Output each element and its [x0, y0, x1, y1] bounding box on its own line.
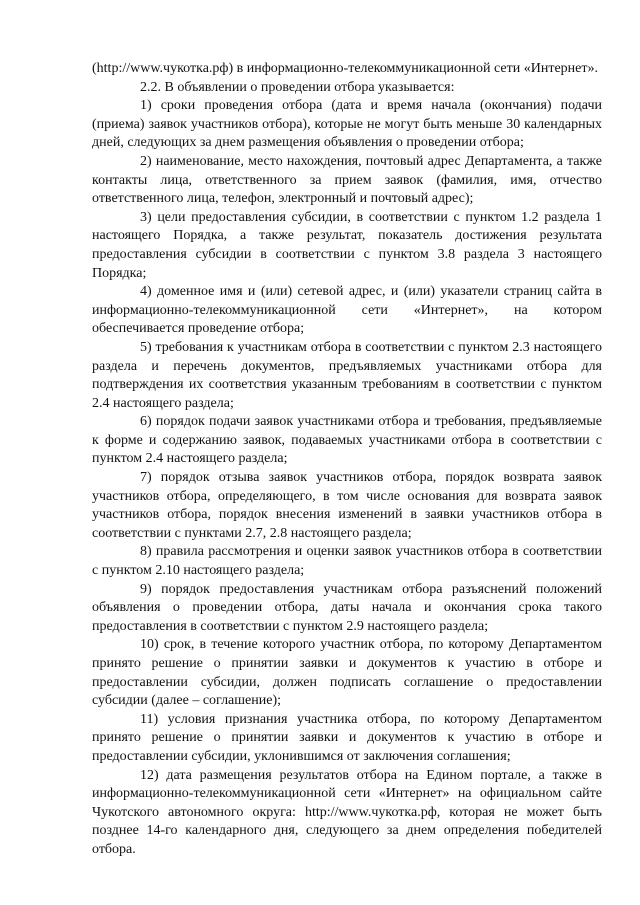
list-item-6: 6) порядок подачи заявок участниками отбора и требования, предъявляемые к форме и содержанию заявок, подаваемых участниками отбора в соответствии с пунктом 2.4 настоящего раздела;	[92, 414, 602, 467]
paragraph-section-2-2: 2.2. В объявлении о проведении отбора указывается:	[140, 79, 455, 95]
list-item-4: 4) доменное имя и (или) сетевой адрес, и (или) указатели страниц сайта в информационно-телекоммуникационной сети «Интернет», на котором обеспечивается проведение отбора;	[92, 284, 602, 337]
paragraph-url-continuation: (http://www.чукотка.рф) в информационно-телекоммуникационной сети «Интернет».	[92, 61, 598, 76]
list-item-10: 10) срок, в течение которого участник отбора, по которому Департаментом принято решение о принятии заявки и документов к участию в отборе и предоставлении субсидии, должен подписать соглашение о предоставлении субсидии (далее – соглашение);	[92, 637, 602, 709]
list-item-1: 1) сроки проведения отбора (дата и время начала (окончания) подачи (приема) заявок участников отбора), которые не могут быть меньше 30 календарных дней, следующих за днем размещения объявления о проведении отбора;	[92, 98, 602, 151]
list-item-11: 11) условия признания участника отбора, по которому Департаментом принято решение о принятии заявки и документов к участию в отборе и предоставлении субсидии, уклонившимся от заключения соглашения;	[92, 711, 602, 764]
list-item-12: 12) дата размещения результатов отбора на Едином портале, а также в информационно-телекоммуникационной сети «Интернет» на официальном сайте Чукотского автономного округа: http://www.чукотка.рф, которая не может быть позднее 14-го календарного дня, следующего за днем определения победителей отбора.	[92, 767, 602, 857]
list-item-3: 3) цели предоставления субсидии, в соответствии с пунктом 1.2 раздела 1 настоящего Порядка, а также результат, показатель достижения результата предоставления субсидии в соответствии с пунктом 3.8 раздела 3 настоящего Порядка;	[92, 209, 602, 281]
list-item-7: 7) порядок отзыва заявок участников отбора, порядок возврата заявок участников отбора, определяющего, в том числе основания для возврата заявок участников отбора, порядок внесения изменений в заявки участников отбора в соответствии с пунктами 2.7, 2.8 настоящего раздела;	[92, 470, 602, 541]
list-item-2: 2) наименование, место нахождения, почтовый адрес Департамента, а также контакты лица, ответственного за прием заявок (фамилия, имя, отчество ответственного лица, телефон, электронный и почтовый адрес);	[92, 153, 602, 207]
list-item-9: 9) порядок предоставления участникам отбора разъяснений положений объявления о проведении отбора, даты начала и окончания срока такого предоставления в соответствии с пунктом 2.9 настоящего раздела;	[92, 581, 602, 634]
list-item-5: 5) требования к участникам отбора в соответствии с пунктом 2.3 настоящего раздела и перечень документов, предъявляемых участниками отбора для подтверждения их соответствия указанным требованиям в соответствии с пунктом 2.4 настоящего раздела;	[92, 339, 602, 411]
list-item-8: 8) правила рассмотрения и оценки заявок участников отбора в соответствии с пунктом 2.10 настоящего раздела;	[92, 544, 602, 579]
